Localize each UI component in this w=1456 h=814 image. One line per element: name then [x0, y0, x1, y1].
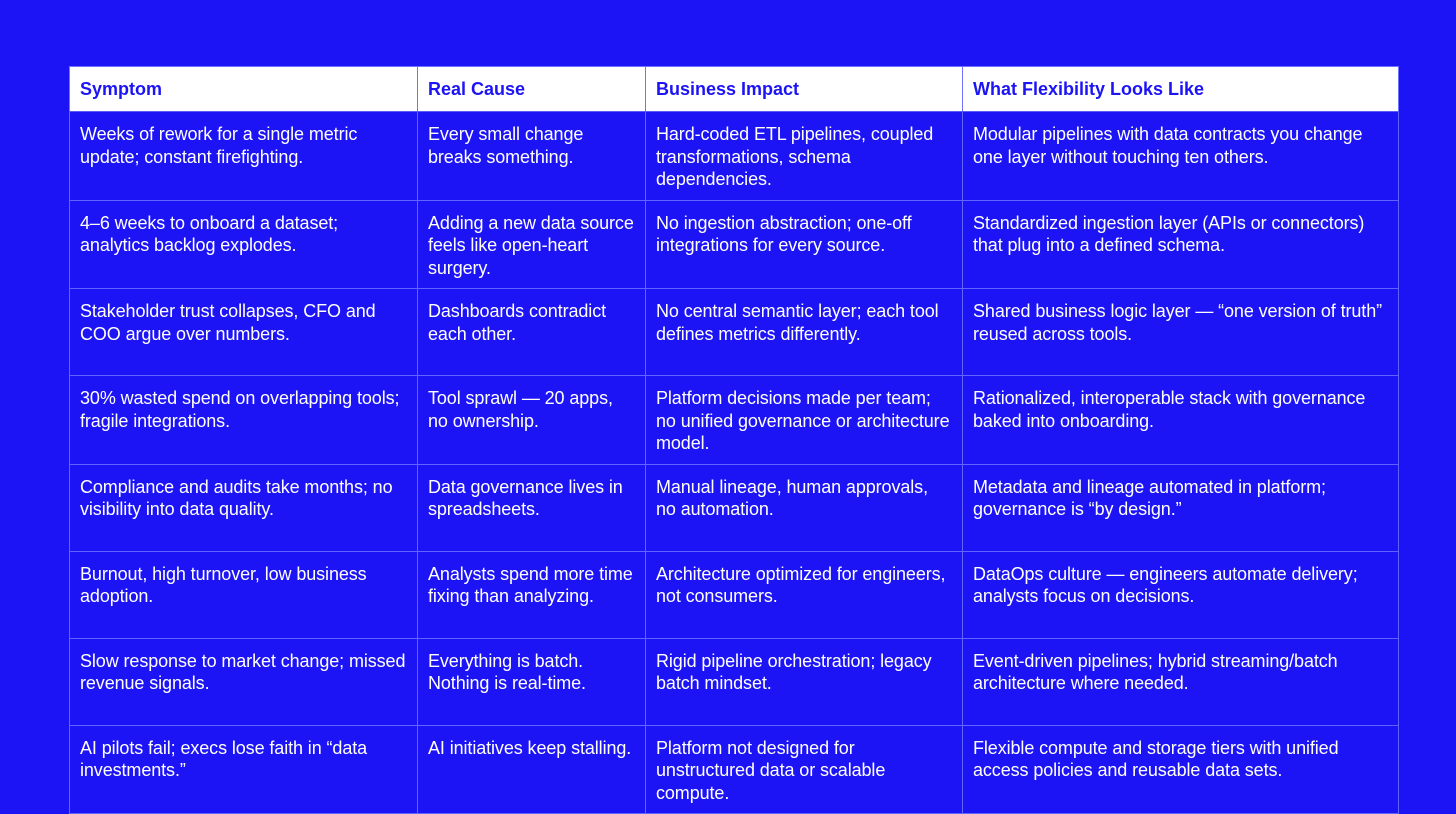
cell-flexibility: Rationalized, interoperable stack with governance baked into onboarding.	[963, 376, 1399, 465]
cell-real-cause: Tool sprawl — 20 apps, no ownership.	[418, 376, 646, 465]
table-row	[70, 200, 1399, 289]
table-row	[70, 289, 1399, 376]
cell-business-impact: No central semantic layer; each tool defines metrics differently.	[646, 289, 963, 376]
table-row	[70, 464, 1399, 551]
header-what-flexibility-looks-like: What Flexibility Looks Like	[963, 67, 1399, 112]
table-header-row	[70, 67, 1399, 112]
cell-symptom: Stakeholder trust collapses, CFO and COO argue over numbers.	[70, 289, 418, 376]
cell-business-impact: Rigid pipeline orchestration; legacy batch mindset.	[646, 638, 963, 725]
table-row	[70, 112, 1399, 201]
cell-flexibility: Event-driven pipelines; hybrid streaming/batch architecture where needed.	[963, 638, 1399, 725]
cell-real-cause: Analysts spend more time fixing than analyzing.	[418, 551, 646, 638]
cell-flexibility: DataOps culture — engineers automate delivery; analysts focus on decisions.	[963, 551, 1399, 638]
cell-business-impact: Platform not designed for unstructured data or scalable compute.	[646, 725, 963, 814]
header-symptom: Symptom	[70, 67, 418, 112]
cell-symptom: 4–6 weeks to onboard a dataset; analytics backlog explodes.	[70, 200, 418, 289]
cell-symptom: Weeks of rework for a single metric update; constant firefighting.	[70, 112, 418, 201]
cell-real-cause: Every small change breaks something.	[418, 112, 646, 201]
cell-real-cause: AI initiatives keep stalling.	[418, 725, 646, 814]
cell-flexibility: Standardized ingestion layer (APIs or connectors) that plug into a defined schema.	[963, 200, 1399, 289]
header-business-impact: Business Impact	[646, 67, 963, 112]
cell-business-impact: Platform decisions made per team; no unified governance or architecture model.	[646, 376, 963, 465]
cell-real-cause: Data governance lives in spreadsheets.	[418, 464, 646, 551]
cell-symptom: Slow response to market change; missed revenue signals.	[70, 638, 418, 725]
cell-symptom: Burnout, high turnover, low business adoption.	[70, 551, 418, 638]
table-row	[70, 725, 1399, 814]
table-row	[70, 551, 1399, 638]
cell-flexibility: Flexible compute and storage tiers with unified access policies and reusable data sets.	[963, 725, 1399, 814]
comparison-table	[69, 66, 1399, 814]
cell-flexibility: Shared business logic layer — “one version of truth” reused across tools.	[963, 289, 1399, 376]
cell-flexibility: Metadata and lineage automated in platform; governance is “by design.”	[963, 464, 1399, 551]
cell-real-cause: Everything is batch. Nothing is real-time.	[418, 638, 646, 725]
header-real-cause: Real Cause	[418, 67, 646, 112]
cell-symptom: Compliance and audits take months; no visibility into data quality.	[70, 464, 418, 551]
table-row	[70, 638, 1399, 725]
cell-business-impact: No ingestion abstraction; one-off integrations for every source.	[646, 200, 963, 289]
table-row	[70, 376, 1399, 465]
cell-business-impact: Hard-coded ETL pipelines, coupled transformations, schema dependencies.	[646, 112, 963, 201]
cell-symptom: 30% wasted spend on overlapping tools; fragile integrations.	[70, 376, 418, 465]
cell-flexibility: Modular pipelines with data contracts you change one layer without touching ten others.	[963, 112, 1399, 201]
comparison-table-container	[69, 66, 1398, 814]
cell-business-impact: Architecture optimized for engineers, not consumers.	[646, 551, 963, 638]
cell-real-cause: Adding a new data source feels like open-heart surgery.	[418, 200, 646, 289]
cell-business-impact: Manual lineage, human approvals, no automation.	[646, 464, 963, 551]
cell-real-cause: Dashboards contradict each other.	[418, 289, 646, 376]
cell-symptom: AI pilots fail; execs lose faith in “data investments.”	[70, 725, 418, 814]
